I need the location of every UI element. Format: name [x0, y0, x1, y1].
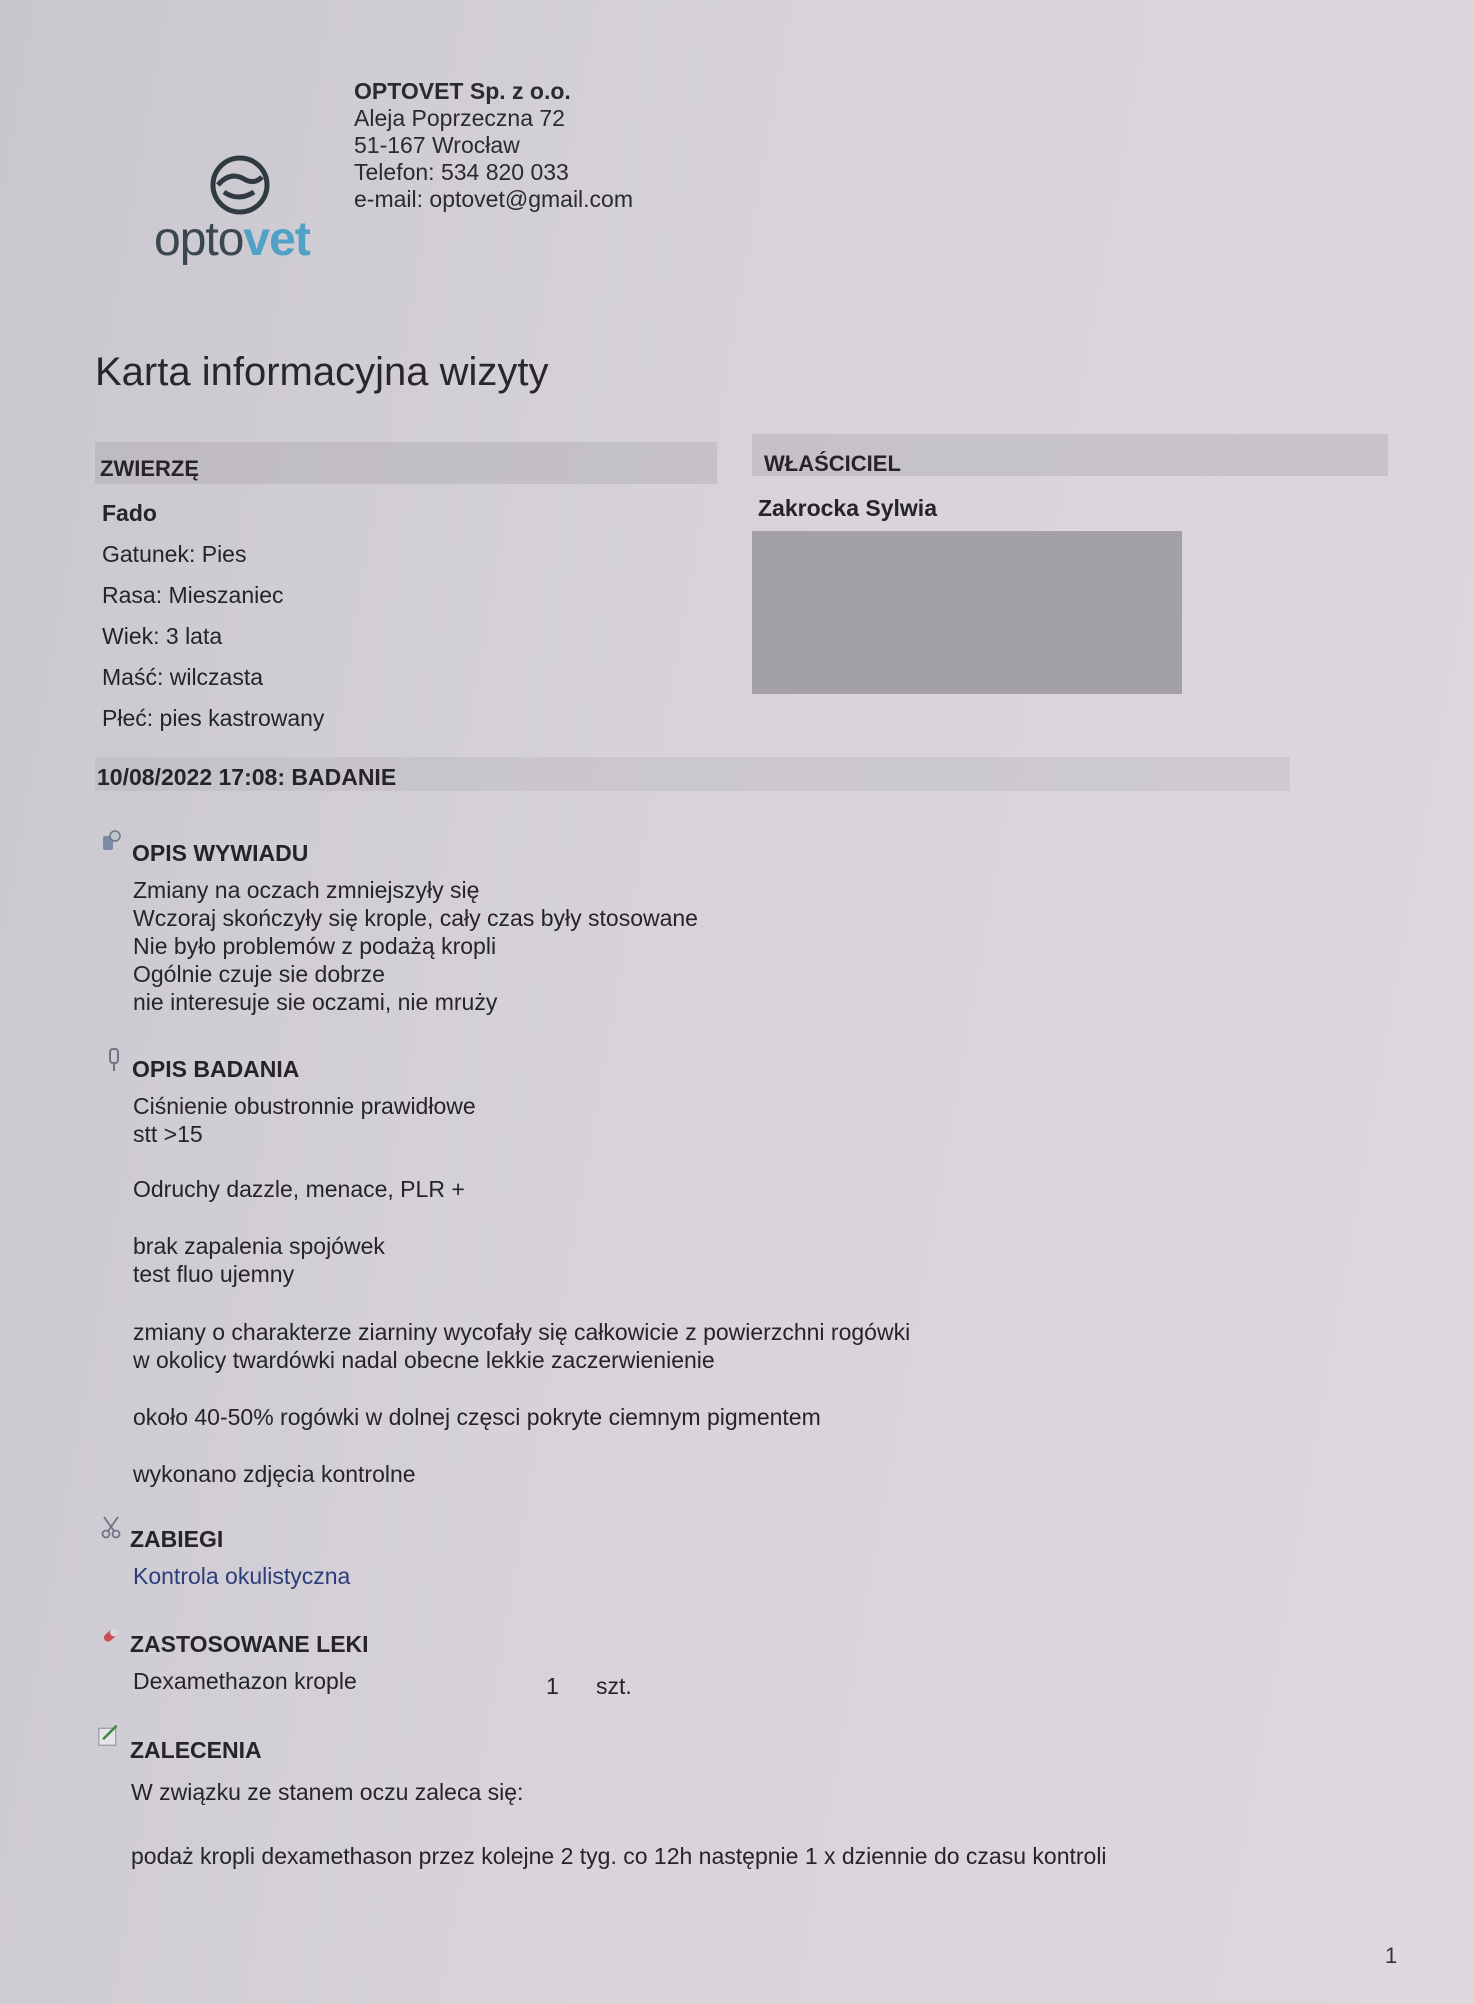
interview-line: Zmiany na oczach zmniejszyły się [133, 877, 480, 903]
logo-text-vet: vet [243, 213, 310, 266]
medication-qty: 1 [546, 1673, 559, 1699]
animal-age: Wiek: 3 lata [102, 623, 223, 649]
exam-icon [104, 1047, 126, 1073]
exam-line: brak zapalenia spojówek [133, 1233, 385, 1259]
clinic-phone: Telefon: 534 820 033 [354, 159, 569, 185]
animal-breed: Rasa: Mieszaniec [102, 582, 284, 608]
owner-heading: WŁAŚCICIEL [764, 451, 901, 476]
exam-line: w okolicy twardówki nadal obecne lekkie zaczerwienienie [133, 1347, 715, 1373]
recommendation-line: W związku ze stanem oczu zaleca się: [131, 1779, 524, 1805]
exam-line: stt >15 [133, 1121, 203, 1147]
logo-text-opto: opto [154, 213, 244, 266]
exam-line: około 40-50% rogówki w dolnej częsci pokryte ciemnym pigmentem [133, 1404, 821, 1430]
clinic-name: OPTOVET Sp. z o.o. [354, 78, 571, 104]
exam-title: OPIS BADANIA [132, 1056, 300, 1082]
owner-name: Zakrocka Sylwia [758, 495, 937, 521]
visit-header: 10/08/2022 17:08: BADANIE [97, 764, 397, 790]
animal-heading: ZWIERZĘ [100, 456, 199, 481]
animal-sex: Płeć: pies kastrowany [102, 705, 325, 731]
medication-unit: szt. [596, 1673, 632, 1699]
clinic-address-line2: 51-167 Wrocław [354, 132, 520, 158]
interview-icon [100, 830, 122, 856]
exam-line: Odruchy dazzle, menace, PLR + [133, 1176, 465, 1202]
animal-name: Fado [102, 500, 157, 526]
redacted-owner-details [752, 531, 1182, 694]
recommendations-title: ZALECENIA [130, 1737, 262, 1763]
medications-title: ZASTOSOWANE LEKI [130, 1631, 369, 1657]
pencil-icon [98, 1722, 120, 1748]
interview-line: Wczoraj skończyły się krople, cały czas były stosowane [133, 905, 698, 931]
scissors-icon [100, 1515, 122, 1541]
animal-species: Gatunek: Pies [102, 541, 247, 567]
medication-name: Dexamethazon krople [133, 1668, 357, 1694]
exam-line: Ciśnienie obustronnie prawidłowe [133, 1093, 476, 1119]
exam-line: test fluo ujemny [133, 1261, 295, 1287]
procedures-title: ZABIEGI [130, 1526, 224, 1552]
interview-line: Nie było problemów z podażą kropli [133, 933, 497, 959]
interview-title: OPIS WYWIADU [132, 840, 309, 866]
recommendation-line: podaż kropli dexamethason przez kolejne 2 tyg. co 12h następnie 1 x dziennie do czasu kontroli [131, 1843, 1107, 1869]
clinic-address-line1: Aleja Poprzeczna 72 [354, 105, 565, 131]
document-title: Karta informacyjna wizyty [95, 350, 549, 394]
pill-icon [100, 1622, 122, 1648]
interview-line: nie interesuje sie oczami, nie mruży [133, 989, 498, 1015]
animal-color: Maść: wilczasta [102, 664, 264, 690]
exam-line: zmiany o charakterze ziarniny wycofały się całkowicie z powierzchni rogówki [133, 1319, 911, 1345]
page-number: 1 [1385, 1943, 1398, 1968]
logo-wordmark [154, 212, 310, 267]
clinic-email: e-mail: optovet@gmail.com [354, 186, 633, 212]
interview-line: Ogólnie czuje sie dobrze [133, 961, 385, 987]
procedure-item: Kontrola okulistyczna [133, 1563, 351, 1589]
exam-line: wykonano zdjęcia kontrolne [133, 1461, 416, 1487]
